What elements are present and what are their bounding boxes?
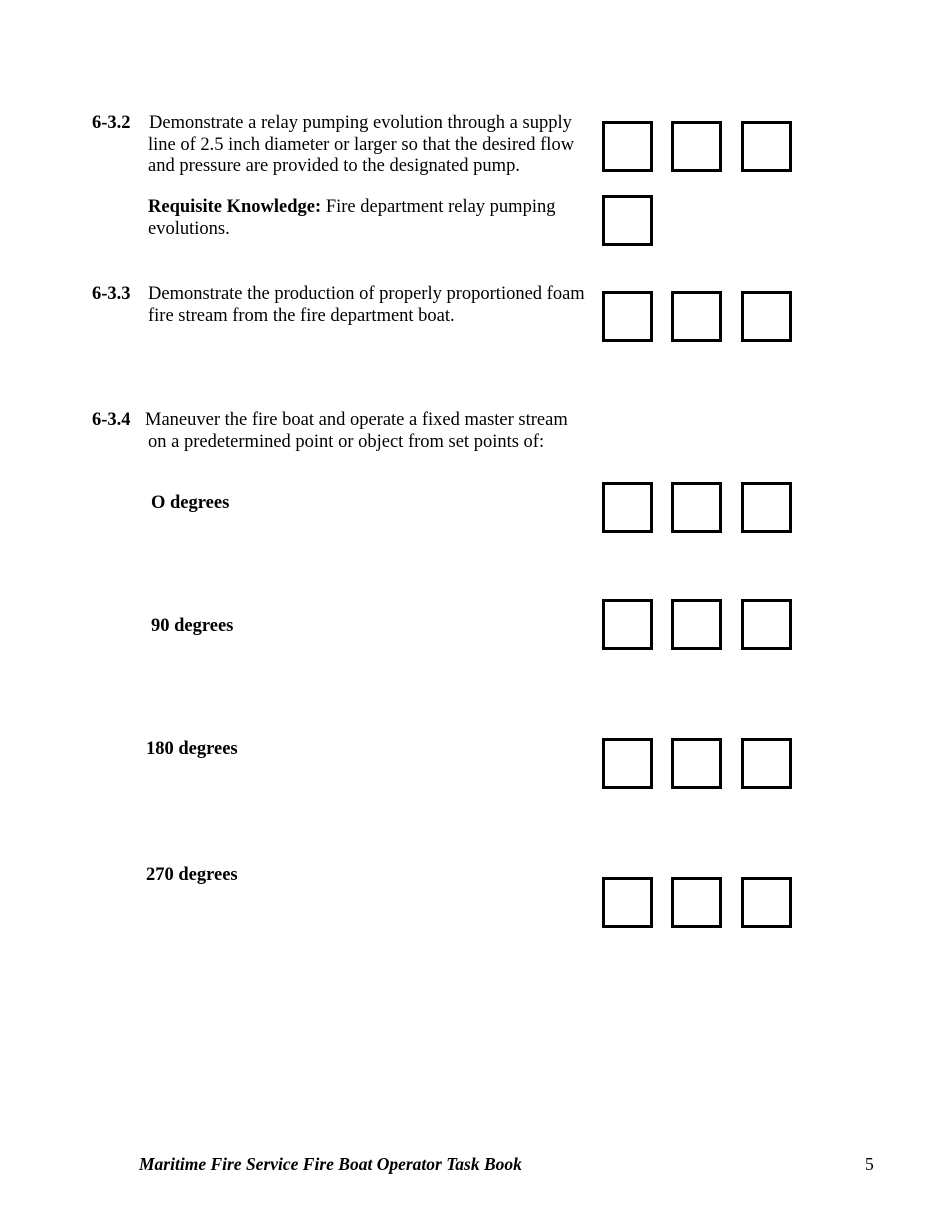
item-text xyxy=(145,410,583,453)
checkbox[interactable] xyxy=(602,291,653,342)
checkbox[interactable] xyxy=(602,599,653,650)
item-number: 6-3.2 xyxy=(92,113,131,133)
item-number: 6-3.3 xyxy=(92,284,131,304)
item-text-content: Maneuver the fire boat and operate a fixed master stream on a predetermined point or object from set points of: xyxy=(145,410,568,452)
degree-label: 180 degrees xyxy=(146,739,238,759)
checkbox[interactable] xyxy=(741,599,792,650)
checkbox[interactable] xyxy=(671,877,722,928)
item-text: Demonstrate a relay pumping evolution through a supply line of 2.5 inch diameter or larger so that the desired flow and pressure are provided to the designated pump. xyxy=(148,113,575,176)
degree-label: 90 degrees xyxy=(151,616,234,636)
requisite-label: Requisite Knowledge: xyxy=(148,197,322,217)
checkbox[interactable] xyxy=(671,291,722,342)
page-number: 5 xyxy=(865,1154,874,1174)
requisite-text: Fire department relay pumping evolutions. xyxy=(148,197,556,239)
checkbox[interactable] xyxy=(741,877,792,928)
item-number: 6-3.4 xyxy=(92,410,131,430)
checkbox[interactable] xyxy=(602,877,653,928)
footer-title: Maritime Fire Service Fire Boat Operator Task Book xyxy=(139,1154,522,1174)
checkbox[interactable] xyxy=(602,121,653,172)
item-text: Demonstrate the production of properly proportioned foam fire stream from the fire department boat. xyxy=(148,284,585,326)
checkbox[interactable] xyxy=(741,482,792,533)
checkbox[interactable] xyxy=(671,738,722,789)
checkbox[interactable] xyxy=(671,482,722,533)
checkbox[interactable] xyxy=(602,195,653,246)
checkbox[interactable] xyxy=(741,291,792,342)
checkbox[interactable] xyxy=(602,738,653,789)
checkbox[interactable] xyxy=(671,599,722,650)
checkbox[interactable] xyxy=(671,121,722,172)
checkbox[interactable] xyxy=(602,482,653,533)
checkbox[interactable] xyxy=(741,121,792,172)
requisite-knowledge xyxy=(148,197,588,240)
checkbox[interactable] xyxy=(741,738,792,789)
degree-label: O degrees xyxy=(151,493,230,513)
degree-label: 270 degrees xyxy=(146,865,238,885)
